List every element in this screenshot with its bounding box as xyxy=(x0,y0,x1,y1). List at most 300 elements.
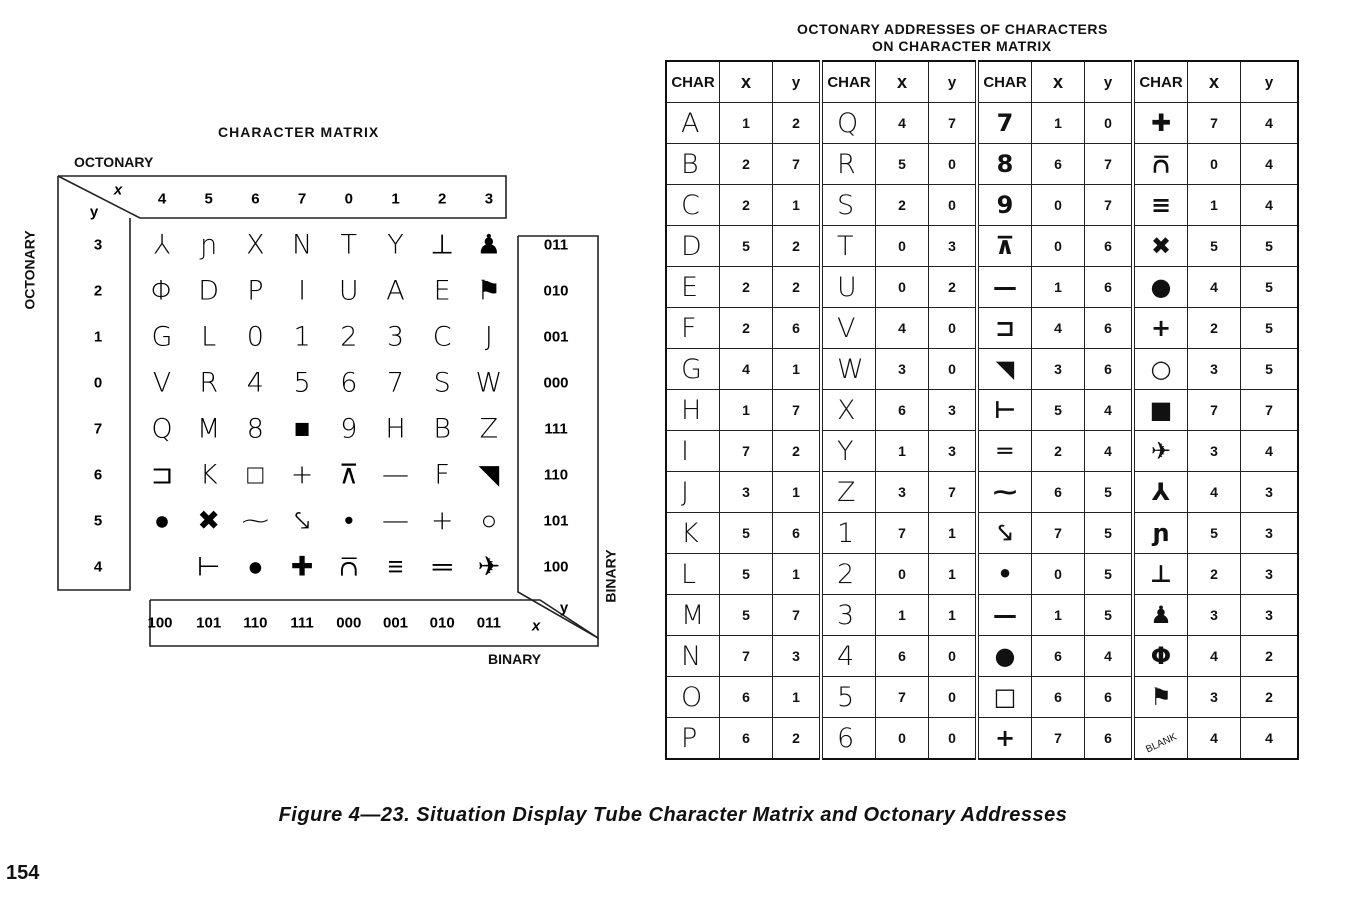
table-title-line1: OCTONARY ADDRESSES OF CHARACTERS xyxy=(797,21,1108,37)
table-char-cell: + xyxy=(1133,308,1188,349)
matrix-cell: ■ xyxy=(293,413,311,445)
table-x-cell: 5 xyxy=(1032,390,1085,431)
y-binary-label: 101 xyxy=(543,512,569,530)
table-y-cell: 7 xyxy=(929,472,978,513)
table-char-cell: Φ xyxy=(1133,636,1188,677)
table-x-cell: 4 xyxy=(1032,308,1085,349)
table-char-cell: I xyxy=(666,431,720,472)
matrix-cell: ⊐ xyxy=(150,459,174,491)
table-char-cell: 9 xyxy=(977,185,1032,226)
matrix-cell: H xyxy=(385,413,406,445)
table-y-cell: 7 xyxy=(773,595,822,636)
table-char-cell: 5 xyxy=(821,677,876,718)
table-y-cell: 4 xyxy=(1241,185,1299,226)
table-x-cell: 6 xyxy=(720,718,773,760)
table-y-cell: 0 xyxy=(929,144,978,185)
table-char-cell: ⤥ xyxy=(977,513,1032,554)
table-y-cell: 7 xyxy=(773,390,822,431)
table-row xyxy=(666,595,1298,636)
matrix-cell: P xyxy=(247,275,264,307)
matrix-cell: 2 xyxy=(340,321,358,353)
table-char-cell: E xyxy=(666,267,720,308)
table-y-cell: 6 xyxy=(1085,349,1134,390)
table-y-cell: 5 xyxy=(1241,267,1299,308)
matrix-cell: ═ xyxy=(432,551,452,583)
table-x-cell: 2 xyxy=(1188,554,1241,595)
table-y-cell: 3 xyxy=(929,390,978,431)
table-y-cell: 5 xyxy=(1085,472,1134,513)
table-x-cell: 3 xyxy=(720,472,773,513)
matrix-cell: ⅄ xyxy=(153,229,171,261)
table-header-cell: y xyxy=(1241,61,1299,103)
table-char-cell: W xyxy=(821,349,876,390)
matrix-cell: G xyxy=(151,321,173,353)
table-x-cell: 1 xyxy=(1032,267,1085,308)
table-y-cell: 4 xyxy=(1085,390,1134,431)
table-x-cell: 5 xyxy=(1188,226,1241,267)
table-y-cell: 4 xyxy=(1241,144,1299,185)
table-x-cell: 4 xyxy=(720,349,773,390)
table-x-cell: 2 xyxy=(876,185,929,226)
x-binary-label: 001 xyxy=(382,614,409,632)
y-binary-label: 111 xyxy=(544,420,568,438)
binary-vertical-label: BINARY xyxy=(602,549,619,603)
table-header-cell: y xyxy=(773,61,822,103)
table-char-cell: Y xyxy=(821,431,876,472)
table-y-cell: 6 xyxy=(1085,718,1134,760)
table-char-cell: ═ xyxy=(977,431,1032,472)
table-x-cell: 5 xyxy=(720,554,773,595)
matrix-cell: ⩃ xyxy=(339,551,359,583)
table-y-cell: 5 xyxy=(1241,308,1299,349)
table-char-cell: 7 xyxy=(977,103,1032,144)
table-y-cell: 6 xyxy=(1085,308,1134,349)
table-y-cell: 5 xyxy=(1241,226,1299,267)
matrix-cell: 7 xyxy=(386,367,405,399)
matrix-cell: N xyxy=(291,229,313,261)
table-y-cell: 4 xyxy=(1241,431,1299,472)
table-row xyxy=(666,144,1298,185)
character-matrix xyxy=(30,160,610,660)
table-x-cell: 0 xyxy=(876,267,929,308)
table-char-cell: 4 xyxy=(821,636,876,677)
table-y-cell: 1 xyxy=(773,554,822,595)
table-x-cell: 7 xyxy=(720,636,773,677)
table-x-cell: 2 xyxy=(720,267,773,308)
table-x-cell: 1 xyxy=(1188,185,1241,226)
table-header-cell: CHAR xyxy=(977,61,1032,103)
table-x-cell: 1 xyxy=(720,390,773,431)
table-char-cell: V xyxy=(821,308,876,349)
table-y-cell: 3 xyxy=(929,431,978,472)
table-y-cell: 1 xyxy=(773,677,822,718)
table-y-cell: 2 xyxy=(773,103,822,144)
table-x-cell: 0 xyxy=(876,718,929,760)
table-char-cell: ● xyxy=(977,636,1032,677)
matrix-cell: ⊥ xyxy=(430,229,454,261)
x-binary-label: 010 xyxy=(429,614,455,632)
table-y-cell: 3 xyxy=(1241,472,1299,513)
table-x-cell: 6 xyxy=(876,390,929,431)
table-x-cell: 7 xyxy=(1032,513,1085,554)
octonary-vertical-label: OCTONARY xyxy=(21,230,38,310)
y-octonary-label: 1 xyxy=(93,328,103,346)
table-char-cell: C xyxy=(666,185,720,226)
table-y-cell: 7 xyxy=(773,144,822,185)
table-y-cell: 3 xyxy=(773,636,822,677)
table-y-cell: 1 xyxy=(773,472,822,513)
table-header-cell: x xyxy=(876,61,929,103)
table-x-cell: 6 xyxy=(876,636,929,677)
x-binary-label: 101 xyxy=(196,614,222,632)
table-y-cell: 1 xyxy=(773,349,822,390)
matrix-cell: ⤥ xyxy=(294,505,310,537)
table-x-cell: 6 xyxy=(1032,677,1085,718)
table-y-cell: 2 xyxy=(773,226,822,267)
table-y-cell: 7 xyxy=(1085,144,1134,185)
table-row xyxy=(666,431,1298,472)
table-x-cell: 2 xyxy=(1032,431,1085,472)
table-y-cell: 1 xyxy=(929,595,978,636)
table-char-cell: O xyxy=(666,677,720,718)
table-x-cell: 6 xyxy=(1032,144,1085,185)
table-char-cell: Q xyxy=(821,103,876,144)
table-row xyxy=(666,349,1298,390)
table-char-cell: ● xyxy=(1133,267,1188,308)
table-x-cell: 3 xyxy=(1188,431,1241,472)
table-x-cell: 6 xyxy=(720,677,773,718)
figure-caption: Figure 4—23. Situation Display Tube Character Matrix and Octonary Addresses xyxy=(278,804,1068,826)
table-x-cell: 5 xyxy=(720,513,773,554)
table-x-cell: 4 xyxy=(1188,718,1241,760)
table-header-cell: CHAR xyxy=(1133,61,1188,103)
table-char-cell: B xyxy=(666,144,720,185)
table-y-cell: 4 xyxy=(1085,636,1134,677)
table-char-cell: 6 xyxy=(821,718,876,760)
table-char-cell xyxy=(1133,718,1188,760)
table-char-cell: T xyxy=(821,226,876,267)
table-y-cell: 6 xyxy=(773,308,822,349)
table-char-cell: ✚ xyxy=(1133,103,1188,144)
table-row xyxy=(666,472,1298,513)
table-char-cell: ɲ xyxy=(1133,513,1188,554)
table-y-cell: 7 xyxy=(1085,185,1134,226)
matrix-cell: J xyxy=(484,321,493,353)
table-x-cell: 2 xyxy=(720,185,773,226)
table-header-cell: x xyxy=(1032,61,1085,103)
table-char-cell: R xyxy=(821,144,876,185)
y-binary-label: 010 xyxy=(543,282,569,300)
table-y-cell: 5 xyxy=(1085,513,1134,554)
table-y-cell: 4 xyxy=(1241,718,1299,760)
binary-x-label: x xyxy=(531,617,541,635)
table-x-cell: 0 xyxy=(1032,185,1085,226)
table-x-cell: 6 xyxy=(1032,472,1085,513)
matrix-cell: + xyxy=(290,459,314,491)
matrix-cell: — xyxy=(382,459,409,491)
table-char-cell: U xyxy=(821,267,876,308)
table-x-cell: 4 xyxy=(1188,472,1241,513)
table-x-cell: 1 xyxy=(876,431,929,472)
table-x-cell: 5 xyxy=(720,226,773,267)
table-x-cell: 6 xyxy=(1032,636,1085,677)
table-x-cell: 7 xyxy=(876,677,929,718)
y-octonary-label: 2 xyxy=(93,282,103,300)
table-x-cell: 4 xyxy=(876,103,929,144)
table-x-cell: 7 xyxy=(876,513,929,554)
table-y-cell: 4 xyxy=(1085,431,1134,472)
table-y-cell: 2 xyxy=(773,718,822,760)
matrix-cell: R xyxy=(199,367,219,399)
y-octonary-label: 6 xyxy=(93,466,103,484)
matrix-cell: I xyxy=(298,275,307,307)
table-x-cell: 7 xyxy=(1032,718,1085,760)
table-row xyxy=(666,185,1298,226)
axis-y-label: y xyxy=(89,203,99,221)
x-octonary-label: 7 xyxy=(297,190,307,208)
table-y-cell: 6 xyxy=(1085,226,1134,267)
table-char-cell: G xyxy=(666,349,720,390)
table-char-cell: ✖ xyxy=(1133,226,1188,267)
x-octonary-label: 1 xyxy=(391,190,400,208)
matrix-cell: ⁓ xyxy=(241,505,269,537)
table-y-cell: 0 xyxy=(929,636,978,677)
table-char-cell: Z xyxy=(821,472,876,513)
y-octonary-label: 3 xyxy=(93,236,103,254)
table-x-cell: 2 xyxy=(720,144,773,185)
table-char-cell: L xyxy=(666,554,720,595)
table-title-line2: ON CHARACTER MATRIX xyxy=(872,38,1052,54)
matrix-cell: ≡ xyxy=(387,551,404,583)
table-char-cell: ⁓ xyxy=(977,472,1032,513)
table-header-cell: y xyxy=(929,61,978,103)
table-char-cell: 2 xyxy=(821,554,876,595)
table-char-cell: K xyxy=(666,513,720,554)
table-x-cell: 1 xyxy=(1032,103,1085,144)
table-y-cell: 2 xyxy=(1241,636,1299,677)
matrix-cell: ♟ xyxy=(476,229,502,261)
binary-y-label: y xyxy=(559,599,569,617)
table-y-cell: 3 xyxy=(1241,595,1299,636)
table-x-cell: 3 xyxy=(876,349,929,390)
table-char-cell: ♟ xyxy=(1133,595,1188,636)
y-binary-label: 110 xyxy=(543,466,569,484)
matrix-cell: W xyxy=(475,367,503,399)
matrix-cell: ● xyxy=(247,551,264,583)
table-char-cell: F xyxy=(666,308,720,349)
table-x-cell: 0 xyxy=(1032,226,1085,267)
table-x-cell: 4 xyxy=(1188,267,1241,308)
table-x-cell: 7 xyxy=(1188,103,1241,144)
x-octonary-label: 2 xyxy=(438,190,447,208)
x-binary-label: 000 xyxy=(336,614,362,632)
table-y-cell: 1 xyxy=(929,513,978,554)
table-char-cell: X xyxy=(821,390,876,431)
table-x-cell: 1 xyxy=(1032,595,1085,636)
matrix-cell: 9 xyxy=(340,413,358,445)
table-char-cell: — xyxy=(977,267,1032,308)
table-header-cell: x xyxy=(720,61,773,103)
matrix-cell: U xyxy=(338,275,359,307)
matrix-cell: ✖ xyxy=(197,505,221,537)
table-row xyxy=(666,103,1298,144)
table-char-cell: □ xyxy=(977,677,1032,718)
matrix-cell: Z xyxy=(479,413,499,445)
matrix-cell: 6 xyxy=(340,367,358,399)
table-char-cell: ■ xyxy=(1133,390,1188,431)
table-y-cell: 3 xyxy=(1241,513,1299,554)
matrix-title: CHARACTER MATRIX xyxy=(218,124,380,140)
matrix-cell: ✈ xyxy=(477,551,501,583)
table-y-cell: 6 xyxy=(773,513,822,554)
table-y-cell: 3 xyxy=(929,226,978,267)
table-y-cell: 3 xyxy=(1241,554,1299,595)
table-char-cell: 1 xyxy=(821,513,876,554)
table-char-cell: + xyxy=(977,718,1032,760)
matrix-cell: M xyxy=(197,413,221,445)
x-octonary-label: 5 xyxy=(204,190,213,208)
table-y-cell: 0 xyxy=(929,718,978,760)
table-header-cell: x xyxy=(1188,61,1241,103)
matrix-cell: 0 xyxy=(246,321,264,353)
table-x-cell: 4 xyxy=(1188,636,1241,677)
matrix-cell: • xyxy=(344,505,354,537)
table-row xyxy=(666,390,1298,431)
y-octonary-label: 4 xyxy=(93,558,103,576)
octonary-label: OCTONARY xyxy=(74,154,154,170)
matrix-cell: Y xyxy=(387,229,404,261)
matrix-cell: V xyxy=(152,367,172,399)
table-x-cell: 3 xyxy=(1188,595,1241,636)
table-char-cell: ⊢ xyxy=(977,390,1032,431)
table-x-cell: 0 xyxy=(876,554,929,595)
table-row xyxy=(666,554,1298,595)
matrix-cell: Φ xyxy=(150,275,174,307)
table-y-cell: 6 xyxy=(1085,267,1134,308)
table-char-cell: — xyxy=(977,595,1032,636)
table-y-cell: 0 xyxy=(929,349,978,390)
blank-label: BLANK xyxy=(1143,731,1179,756)
table-row xyxy=(666,308,1298,349)
table-char-cell: J xyxy=(666,472,720,513)
table-x-cell: 3 xyxy=(1188,677,1241,718)
table-row xyxy=(666,267,1298,308)
table-char-cell: A xyxy=(666,103,720,144)
matrix-cell: 3 xyxy=(386,321,405,353)
table-x-cell: 7 xyxy=(720,431,773,472)
matrix-cell: ⚑ xyxy=(476,275,502,307)
table-y-cell: 2 xyxy=(1241,677,1299,718)
x-octonary-label: 0 xyxy=(344,190,353,208)
x-octonary-label: 4 xyxy=(157,190,167,208)
matrix-cell: C xyxy=(432,321,452,353)
matrix-cell: ◥ xyxy=(478,459,500,491)
table-x-cell: 5 xyxy=(720,595,773,636)
table-y-cell: 6 xyxy=(1085,677,1134,718)
table-header-cell: CHAR xyxy=(666,61,720,103)
matrix-cell: Q xyxy=(151,413,173,445)
table-x-cell: 1 xyxy=(720,103,773,144)
table-char-cell: M xyxy=(666,595,720,636)
table-char-cell: ⊐ xyxy=(977,308,1032,349)
table-y-cell: 7 xyxy=(1241,390,1299,431)
binary-label: BINARY xyxy=(488,651,542,667)
matrix-cell: X xyxy=(246,229,265,261)
matrix-cell: A xyxy=(386,275,405,307)
y-binary-label: 011 xyxy=(543,236,569,254)
table-x-cell: 4 xyxy=(876,308,929,349)
matrix-cell: 1 xyxy=(293,321,311,353)
y-binary-label: 000 xyxy=(543,374,569,392)
table-x-cell: 3 xyxy=(876,472,929,513)
table-char-cell: ◥ xyxy=(977,349,1032,390)
matrix-cell: T xyxy=(340,229,358,261)
table-char-cell: ⅄ xyxy=(1133,472,1188,513)
matrix-cell: ɲ xyxy=(200,229,218,261)
table-x-cell: 2 xyxy=(720,308,773,349)
x-binary-label: 110 xyxy=(243,614,268,632)
table-y-cell: 0 xyxy=(1085,103,1134,144)
axis-x-label: x xyxy=(113,181,123,199)
matrix-cell: 8 xyxy=(246,413,264,445)
table-char-cell: 3 xyxy=(821,595,876,636)
x-octonary-label: 6 xyxy=(251,190,260,208)
table-header-cell: CHAR xyxy=(821,61,876,103)
table-y-cell: 2 xyxy=(929,267,978,308)
table-x-cell: 0 xyxy=(876,226,929,267)
table-x-cell: 5 xyxy=(876,144,929,185)
table-char-cell: H xyxy=(666,390,720,431)
table-y-cell: 2 xyxy=(773,267,822,308)
matrix-cell: L xyxy=(201,321,217,353)
table-y-cell: 2 xyxy=(773,431,822,472)
table-x-cell: 1 xyxy=(876,595,929,636)
x-binary-label: 100 xyxy=(147,614,173,632)
matrix-cell: 5 xyxy=(293,367,311,399)
table-char-cell: ⩃ xyxy=(1133,144,1188,185)
table-y-cell: 0 xyxy=(929,677,978,718)
table-char-cell: 8 xyxy=(977,144,1032,185)
table-char-cell: • xyxy=(977,554,1032,595)
matrix-cell: F xyxy=(434,459,450,491)
table-row xyxy=(666,636,1298,677)
matrix-cell: D xyxy=(198,275,220,307)
matrix-cell: 4 xyxy=(246,367,264,399)
table-x-cell: 3 xyxy=(1032,349,1085,390)
table-y-cell: 5 xyxy=(1085,595,1134,636)
table-y-cell: 0 xyxy=(929,185,978,226)
matrix-cell: ● xyxy=(153,505,171,537)
table-char-cell: ⊼ xyxy=(977,226,1032,267)
table-x-cell: 0 xyxy=(1032,554,1085,595)
page-number: 154 xyxy=(6,862,40,884)
matrix-cell: ⊼ xyxy=(338,459,359,491)
table-char-cell: N xyxy=(666,636,720,677)
y-octonary-label: 5 xyxy=(93,512,103,530)
y-binary-label: 100 xyxy=(543,558,569,576)
y-binary-label: 001 xyxy=(543,328,569,346)
x-binary-label: 111 xyxy=(290,614,314,632)
matrix-cell: K xyxy=(199,459,218,491)
table-y-cell: 5 xyxy=(1241,349,1299,390)
table-x-cell: 3 xyxy=(1188,349,1241,390)
table-y-cell: 1 xyxy=(773,185,822,226)
table-header-cell: y xyxy=(1085,61,1134,103)
matrix-cell: + xyxy=(430,505,454,537)
matrix-cell: ✚ xyxy=(290,551,314,583)
y-octonary-label: 0 xyxy=(93,374,103,392)
table-char-cell: S xyxy=(821,185,876,226)
